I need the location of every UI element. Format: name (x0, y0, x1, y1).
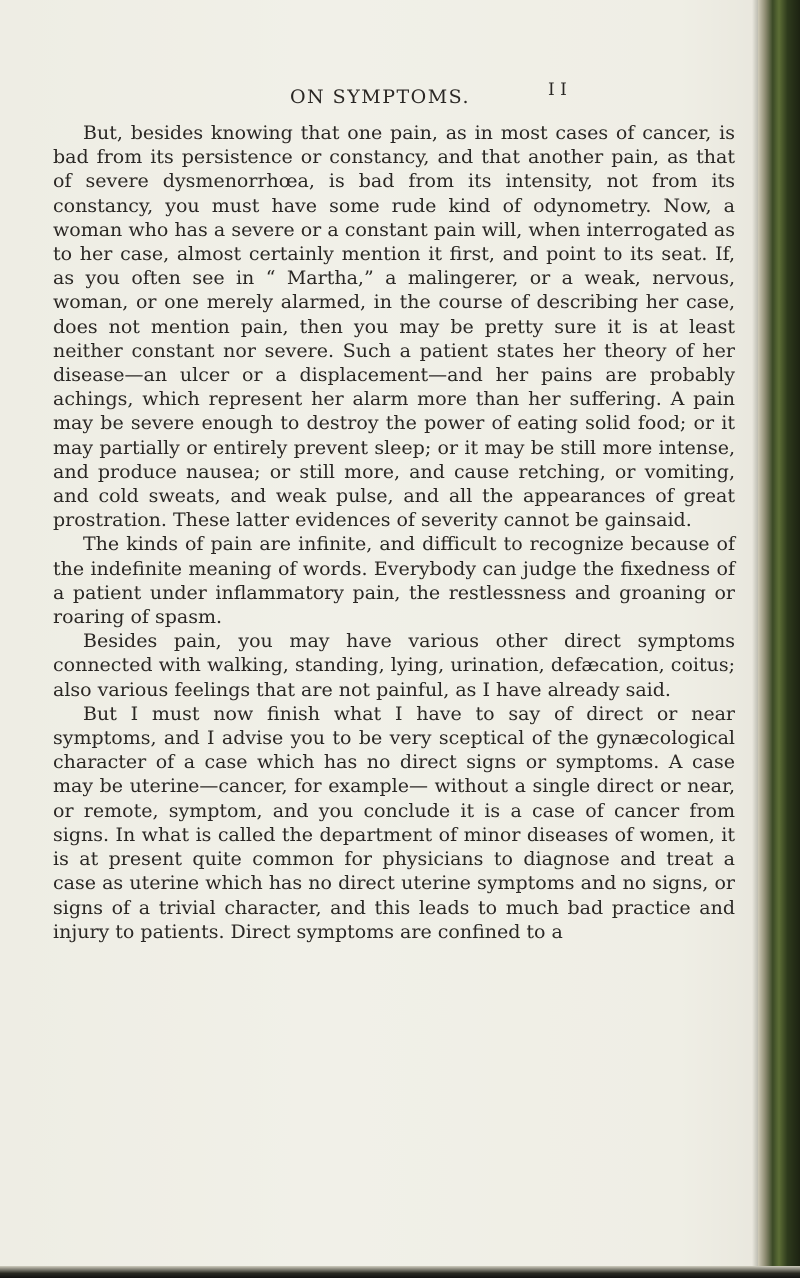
page-header (0, 80, 800, 116)
paragraph: Besides pain, you may have various other direct symptoms connected with walking, standing, lying, urination, defæcation, coitus; also various feelings that are not painful, as I have already said. (53, 630, 735, 701)
book-spine (758, 0, 800, 1278)
page-bottom-edge (0, 1266, 800, 1278)
paragraph: The kinds of pain are infinite, and difficult to recognize because of the indefinite meaning of words. Everybody can judge the fixedness of a patient under inflammatory pain, the restlessness and groaning or roaring of spasm. (53, 533, 735, 629)
paragraph: But, besides knowing that one pain, as in most cases of cancer, is bad from its persistence or constancy, and that another pain, as that of severe dysmenorrhœa, is bad from its intensity, not from its constancy, you must have some rude kind of odynometry. Now, a woman who has a severe or a constant pain will, when interrogated as to her case, almost certainly mention it first, and point to its seat. If, as you often see in “ Martha,” a malingerer, or a weak, nervous, woman, or one merely alarmed, in the course of describing her case, does not mention pain, then you may be pretty sure it is at least neither constant nor severe. Such a patient states her theory of her disease—an ulcer or a displacement—and her pains are probably achings, which represent her alarm more than her suffering. A pain may be severe enough to destroy the power of eating solid food; or it may partially or entirely prevent sleep; or it may be still more intense, and produce nausea; or still more, and cause retching, or vomiting, and cold sweats, and weak pulse, and all the appearances of great prostration. These latter evidences of severity cannot be gainsaid. (53, 122, 735, 532)
page-number: I I (548, 80, 567, 100)
body-text (53, 121, 735, 944)
paragraph: But I must now finish what I have to say of direct or near symptoms, and I advise you to be very sceptical of the gynæcological character of a case which has no direct signs or symptoms. A case may be uterine—cancer, for example— without a single direct or near, or remote, symptom, and you conclude it is a case of cancer from signs. In what is called the department of minor diseases of women, it is at present quite common for physicians to diagnose and treat a case as uterine which has no direct uterine symptoms and no signs, or signs of a trivial character, and this leads to much bad practice and injury to patients. Direct symptoms are confined to a (53, 702, 735, 943)
running-head: ON SYMPTOMS. (289, 86, 471, 108)
